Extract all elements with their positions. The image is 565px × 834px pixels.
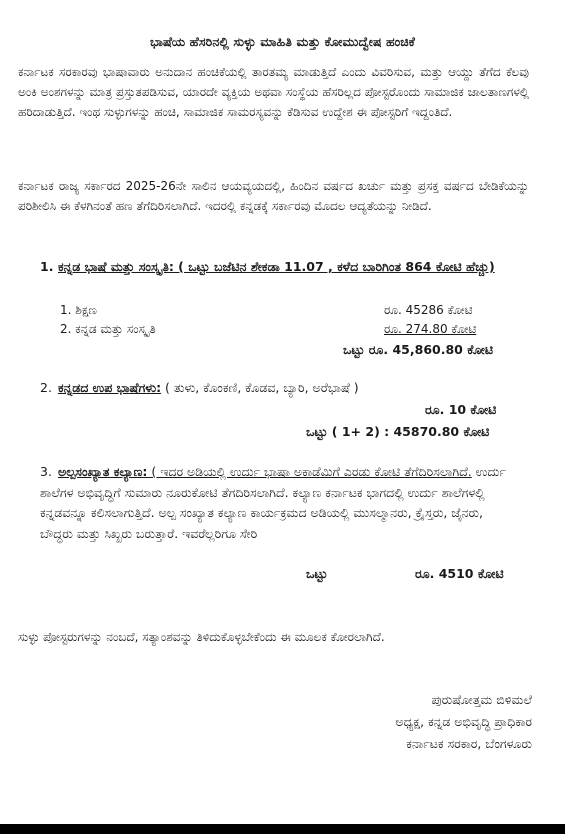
signature-office: ಕರ್ನಾಟಕ ಸರಕಾರ, ಬೆಂಗಳೂರು — [406, 736, 532, 751]
section3-underlined-text: ( ಇದರ ಅಡಿಯಲ್ಲಿ ಉರ್ದು ಭಾಷಾ ಅಕಾಡೆಮಿಗೆ ಎರಡು ಕೋಟಿ ತೆಗೆದಿರಿಸಲಾಗಿದೆ. — [147, 464, 472, 479]
section1-item-label: 1. ಶಿಕ್ಷಣ — [60, 303, 97, 317]
section3-number: 3. — [40, 464, 52, 479]
section1-total: ಒಟ್ಟು ರೂ. 45,860.80 ಕೋಟಿ — [343, 342, 494, 357]
bottom-border — [0, 824, 565, 834]
section1-item-amount: ರೂ. 274.80 ಕೋಟಿ — [384, 322, 477, 336]
section3-block — [40, 462, 510, 544]
section1-item-amount: ರೂ. 45286 ಕೋಟಿ — [384, 303, 473, 317]
section2-number: 2. — [40, 380, 52, 395]
section2-total: ಒಟ್ಟು ( 1+ 2) : 45870.80 ಕೋಟಿ — [306, 424, 490, 439]
closing-paragraph: ಸುಳ್ಳು ಪೋಸ್ಟರುಗಳನ್ನು ನಂಬದೆ, ಸತ್ಯಾಂಶವನ್ನು ತಿಳಿದುಕೊಳ್ಳಬೇಕೆಂದು ಈ ಮೂಲಕ ಕೋರಲಾಗಿದೆ. — [18, 630, 385, 644]
signature-name: ಪುರುಷೋತ್ತಮ ಬಿಳಿಮಲೆ — [431, 692, 532, 707]
section1-number: 1. — [40, 259, 54, 274]
intro-paragraph: ಕರ್ನಾಟಕ ಸರಕಾರವು ಭಾಷಾವಾರು ಅನುದಾನ ಹಂಚಿಕೆಯಲ್ಲಿ ತಾರತಮ್ಯ ಮಾಡುತ್ತಿದೆ ಎಂದು ವಿವರಿಸುವ, ಮತ್ತು ಆಯ್ದು ತೆಗೆದ ಕೆಲವು ಅಂಕಿ ಅಂಶಗಳನ್ನು ಮಾತ್ರ ಪ್ರಸ್ತುತಪಡಿಸುವ, ಯಾರದೇ ವ್ಯಕ್ತಿಯ ಅಥವಾ ಸಂಸ್ಥೆಯ ಹೆಸರಿಲ್ಲದ ಪೋಸ್ಟರೊಂದು ಸಾಮಾಜಿಕ ಜಾಲತಾಣಗಳಲ್ಲಿ ಹರಿದಾಡುತ್ತಿದೆ. ಇಂಥ ಸುಳ್ಳುಗಳನ್ನು ಹಂಚಿ, ಸಾಮಾಜಿಕ ಸಾಮರಸ್ಯವನ್ನು ಕೆಡಿಸುವ ಉದ್ದೇಶ ಈ ಪೋಸ್ಟರಿಗೆ ಇದ್ದಂತಿದೆ. — [18, 65, 529, 119]
document-title: ಭಾಷೆಯ ಹೆಸರಿನಲ್ಲಿ ಸುಳ್ಳು ಮಾಹಿತಿ ಮತ್ತು ಕೋಮುದ್ವೇಷ ಹಂಚಿಕೆ — [149, 34, 416, 49]
budget-paragraph: ಕರ್ನಾಟಕ ರಾಜ್ಯ ಸರ್ಕಾರದ 2025-26ನೇ ಸಾಲಿನ ಆಯವ್ಯಯದಲ್ಲಿ, ಹಿಂದಿನ ವರ್ಷದ ಖರ್ಚು ಮತ್ತು ಪ್ರಸಕ್ತ ವರ್ಷದ ಬೇಡಿಕೆಯನ್ನು ಪರಿಶೀಲಿಸಿ ಈ ಕೆಳಗಿನಂತೆ ಹಣ ತೆಗೆದಿರಿಸಲಾಗಿದೆ. ಇದರಲ್ಲಿ ಕನ್ನಡಕ್ಕೆ ಸರ್ಕಾರವು ಮೊದಲ ಆದ್ಯತೆಯನ್ನು ನೀಡಿದೆ. — [18, 179, 529, 213]
section3-amount: ರೂ. 4510 ಕೋಟಿ — [415, 566, 504, 581]
section2-heading — [40, 378, 359, 398]
section2-languages: ( ತುಳು, ಕೊಂಕಣಿ, ಕೊಡವ, ಬ್ಯಾರಿ, ಅರೆಭಾಷೆ ) — [161, 380, 359, 395]
section2-heading-text: ಕನ್ನಡದ ಉಪ ಭಾಷೆಗಳು: — [58, 380, 162, 395]
section3-heading-text: ಅಲ್ಪಸಂಖ್ಯಾತ ಕಲ್ಯಾಣ: — [58, 464, 148, 479]
signature-designation: ಅಧ್ಯಕ್ಷ, ಕನ್ನಡ ಅಭಿವೃದ್ಧಿ ಪ್ರಾಧಿಕಾರ — [395, 714, 532, 729]
section2-amount: ರೂ. 10 ಕೋಟಿ — [425, 402, 497, 417]
section3-text: ಉರ್ದು ಶಾಲೆಗಳ ಅಭಿವೃದ್ಧಿಗೆ ಸುಮಾರು ನೂರುಕೋಟಿ ತೆಗದಿರಿಸಲಾಗಿದೆ. ಕಲ್ಯಾಣ ಕರ್ನಾಟಕ ಭಾಗದಲ್ಲಿ ಉರ್ದು ಶಾಲೆಗಳಲ್ಲಿ ಕನ್ನಡವನ್ನೂ ಕಲಿಸಲಾಗುತ್ತಿದೆ. ಅಲ್ಪ ಸಂಖ್ಯಾತ ಕಲ್ಯಾಣ ಕಾರ್ಯಕ್ರಮದ ಅಡಿಯಲ್ಲಿ ಮುಸಲ್ಮಾನರು, ಕ್ರೈಸ್ತರು, ಜೈನರು, ಬೌದ್ಧರು ಮತ್ತು ಸಿಖ್ಖರು ಬರುತ್ತಾರೆ. ಇವರೆಲ್ಲರಿಗೂ ಸೇರಿ — [40, 464, 506, 541]
section3-total-label: ಒಟ್ಟು — [306, 566, 328, 581]
section1-heading-text: ಕನ್ನಡ ಭಾಷೆ ಮತ್ತು ಸಂಸ್ಕೃತಿ: ( ಒಟ್ಟು ಬಜೆಟಿನ ಶೇಕಡಾ 11.07 , ಕಳೆದ ಬಾರಿಗಿಂತ 864 ಕೋಟಿ ಹೆಚ್ಚು) — [58, 259, 495, 274]
section1-item-label: 2. ಕನ್ನಡ ಮತ್ತು ಸಂಸ್ಕೃತಿ — [60, 322, 156, 336]
section1-heading — [40, 257, 510, 277]
